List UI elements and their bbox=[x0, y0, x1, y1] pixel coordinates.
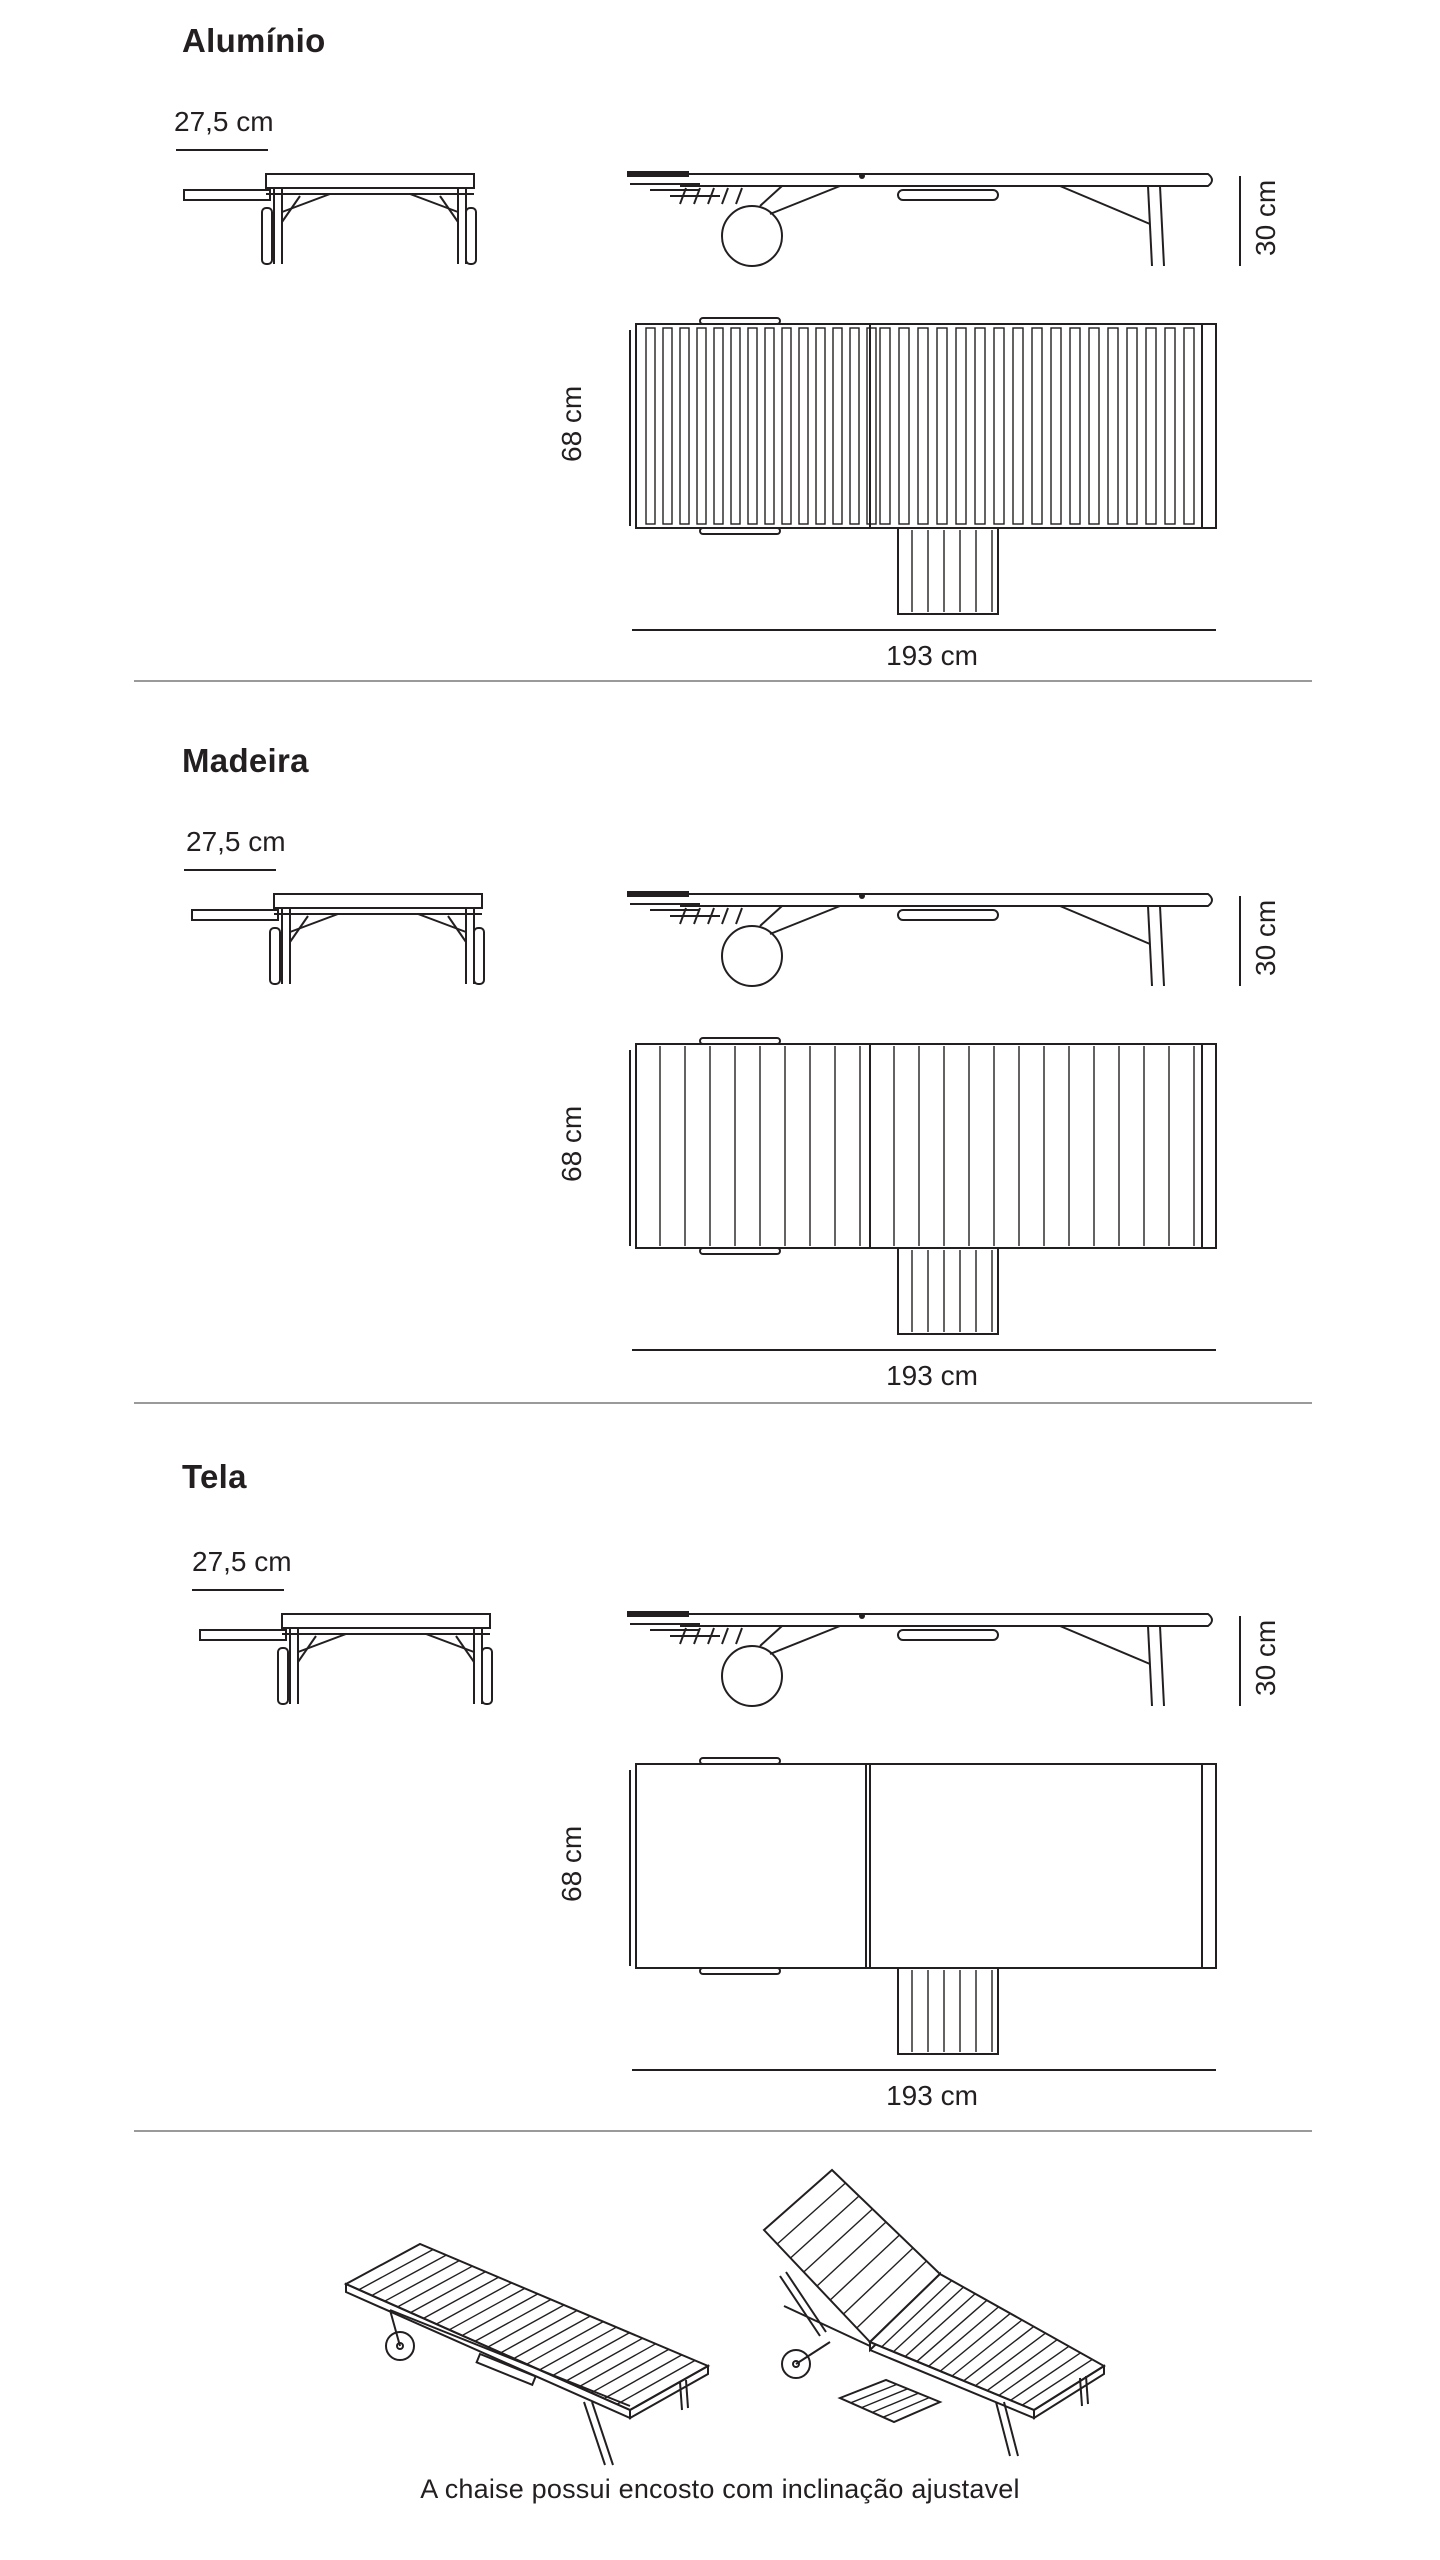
depth-dimension-label: 27,5 cm bbox=[186, 826, 286, 857]
top-view-drawing bbox=[0, 1440, 1440, 2160]
height-dimension-label: 30 cm bbox=[1250, 899, 1281, 976]
section-title-madeira: Madeira bbox=[182, 742, 309, 779]
width-dimension-label: 68 cm bbox=[556, 1825, 587, 1902]
height-dimension-label: 30 cm bbox=[1250, 179, 1281, 256]
height-dimension-label: 30 cm bbox=[1250, 1619, 1281, 1696]
length-dimension-label: 193 cm bbox=[886, 2080, 978, 2111]
section-divider bbox=[134, 680, 1312, 682]
section-title-aluminio: Alumínio bbox=[182, 22, 326, 59]
top-view-drawing bbox=[0, 720, 1440, 1440]
section-divider bbox=[134, 1402, 1312, 1404]
section-divider bbox=[134, 2130, 1312, 2132]
perspective-reclined-drawing bbox=[760, 2166, 1120, 2456]
depth-dimension-label: 27,5 cm bbox=[192, 1546, 292, 1577]
length-dimension-label: 193 cm bbox=[886, 640, 978, 671]
top-view-drawing bbox=[0, 0, 1440, 720]
length-dimension-label: 193 cm bbox=[886, 1360, 978, 1391]
width-dimension-label: 68 cm bbox=[556, 1105, 587, 1182]
depth-dimension-label: 27,5 cm bbox=[174, 106, 274, 137]
width-dimension-label: 68 cm bbox=[556, 385, 587, 462]
perspective-flat-drawing bbox=[330, 2170, 730, 2450]
section-title-tela: Tela bbox=[182, 1458, 247, 1495]
caption: A chaise possui encosto com inclinação ajustavel bbox=[420, 2474, 1020, 2504]
